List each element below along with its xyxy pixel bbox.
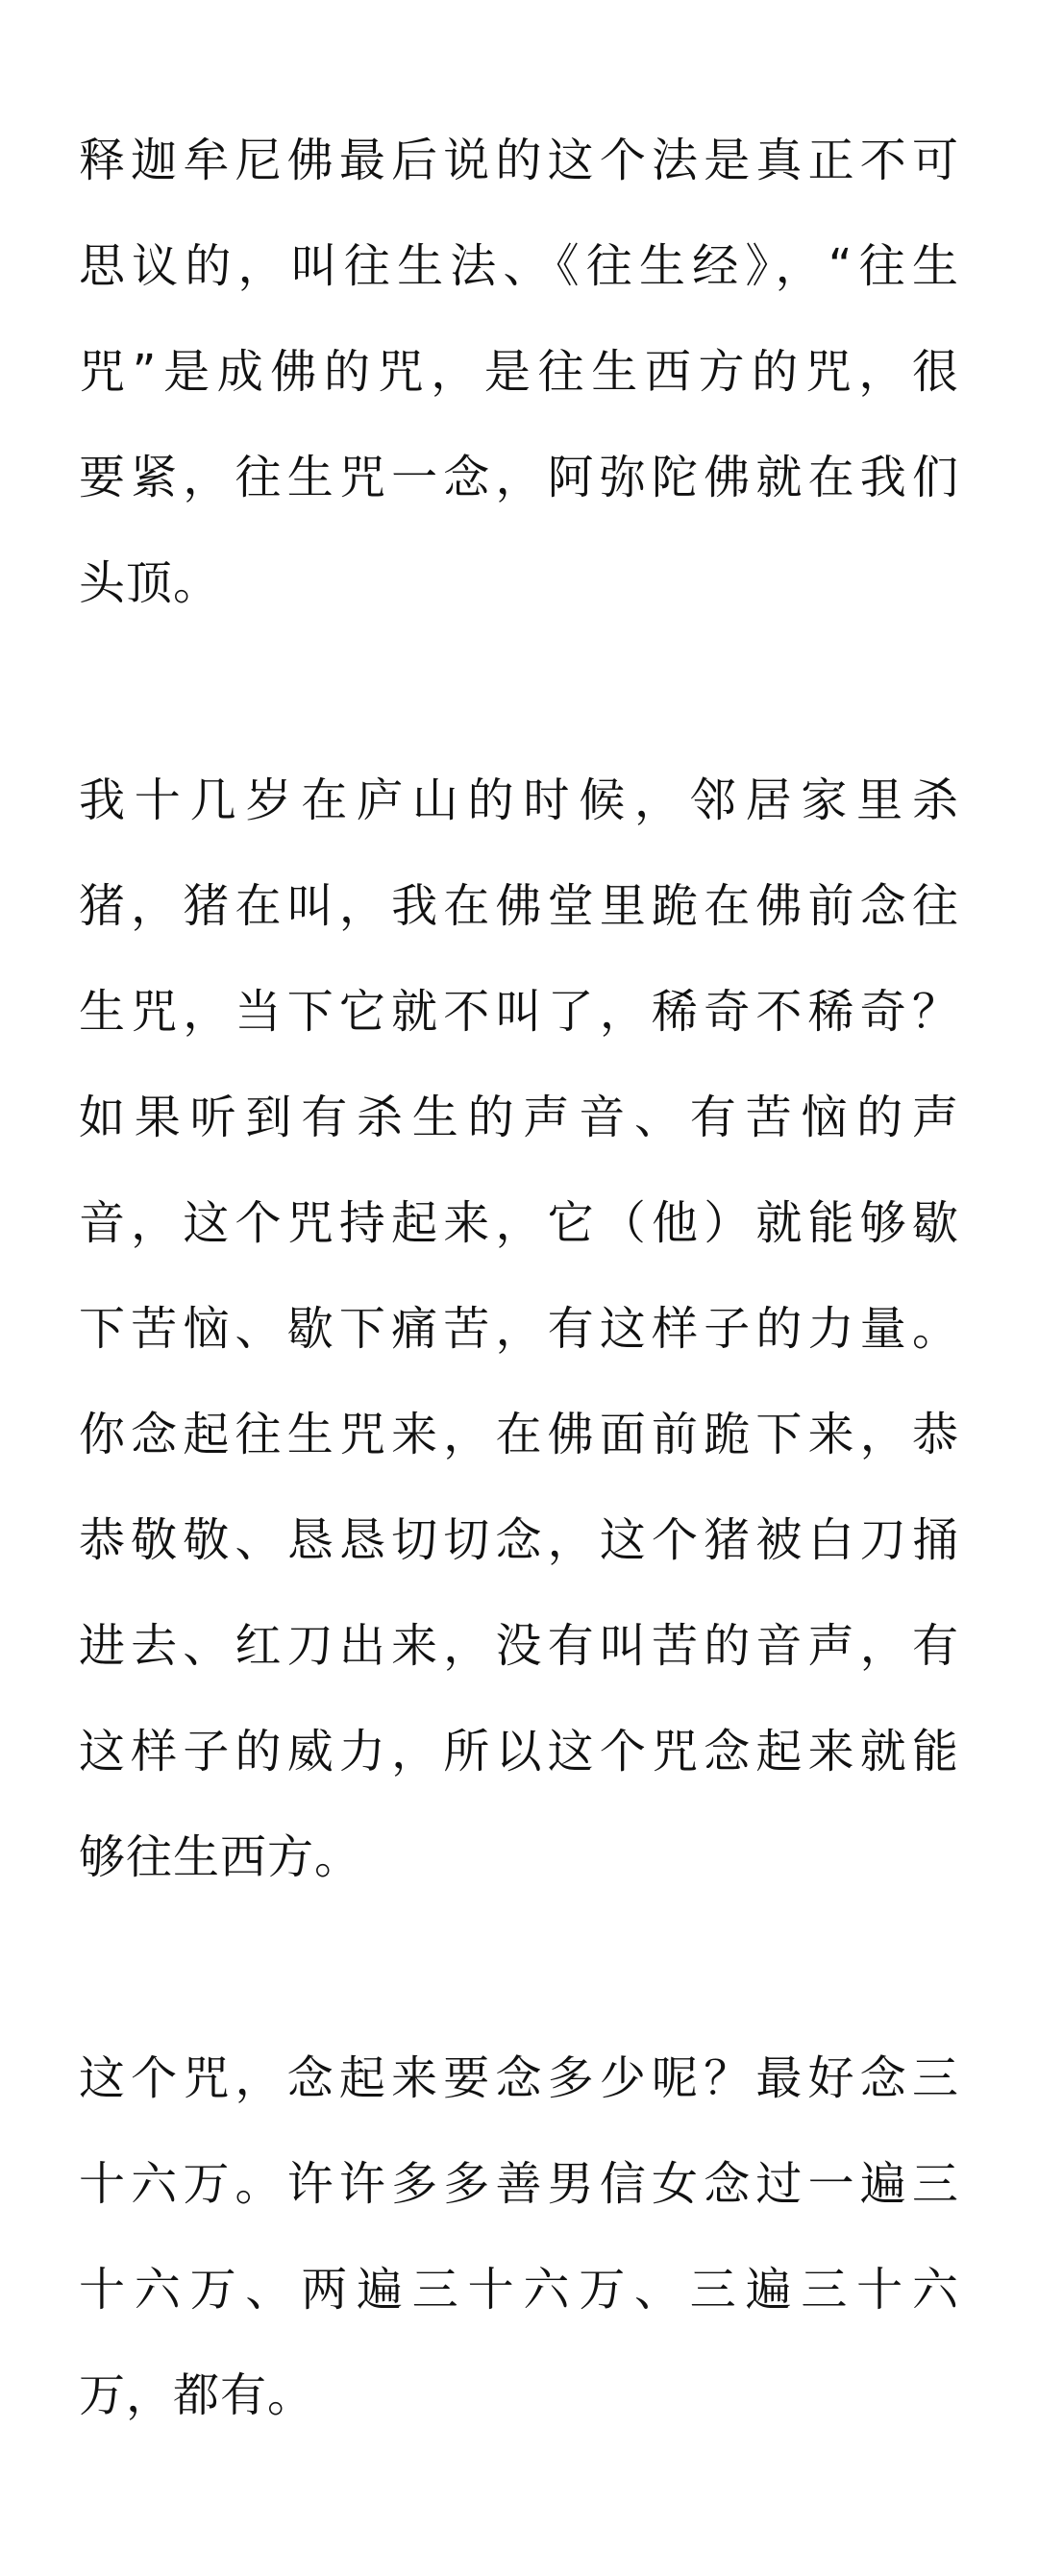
paragraph-2 xyxy=(79,748,959,1910)
paragraph-line: 这个咒，念起来要念多少呢？最好念三 xyxy=(79,2051,959,2105)
paragraph-line: 头顶。 xyxy=(79,556,221,610)
paragraph-line: 够往生西方。 xyxy=(79,1830,362,1884)
paragraph-line: 生咒，当下它就不叫了，稀奇不稀奇？ xyxy=(79,985,959,1039)
paragraph-line: 释迦牟尼佛最后说的这个法是真正不可 xyxy=(79,134,959,187)
paragraph-line: 思议的，叫往生法、《往生经》，“往生 xyxy=(79,239,959,293)
paragraph-line: 进去、红刀出来，没有叫苦的音声，有 xyxy=(79,1619,959,1673)
paragraph-1 xyxy=(79,108,959,636)
paragraph-3 xyxy=(79,2025,959,2448)
paragraph-line: 恭敬敬、恳恳切切念，这个猪被白刀捅 xyxy=(79,1513,959,1567)
paragraph-line: 猪，猪在叫，我在佛堂里跪在佛前念往 xyxy=(79,879,959,933)
paragraph-line: 十六万。许许多多善男信女念过一遍三 xyxy=(79,2157,959,2211)
paragraph-line: 我十几岁在庐山的时候，邻居家里杀 xyxy=(79,773,959,827)
paragraph-line: 如果听到有杀生的声音、有苦恼的声 xyxy=(79,1091,959,1144)
paragraph-line: 十六万、两遍三十六万、三遍三十六 xyxy=(79,2263,959,2317)
paragraph-line: 下苦恼、歇下痛苦，有这样子的力量。 xyxy=(79,1302,959,1356)
paragraph-line: 要紧，往生咒一念，阿弥陀佛就在我们 xyxy=(79,451,959,504)
paragraph-line: 咒”是成佛的咒，是往生西方的咒，很 xyxy=(79,345,959,399)
paragraph-line: 音，这个咒持起来，它（他）就能够歇 xyxy=(79,1196,959,1250)
paragraph-line: 你念起往生咒来，在佛面前跪下来，恭 xyxy=(79,1408,959,1461)
paragraph-line: 万，都有。 xyxy=(79,2368,315,2422)
paragraph-line: 这样子的威力，所以这个咒念起来就能 xyxy=(79,1725,959,1779)
